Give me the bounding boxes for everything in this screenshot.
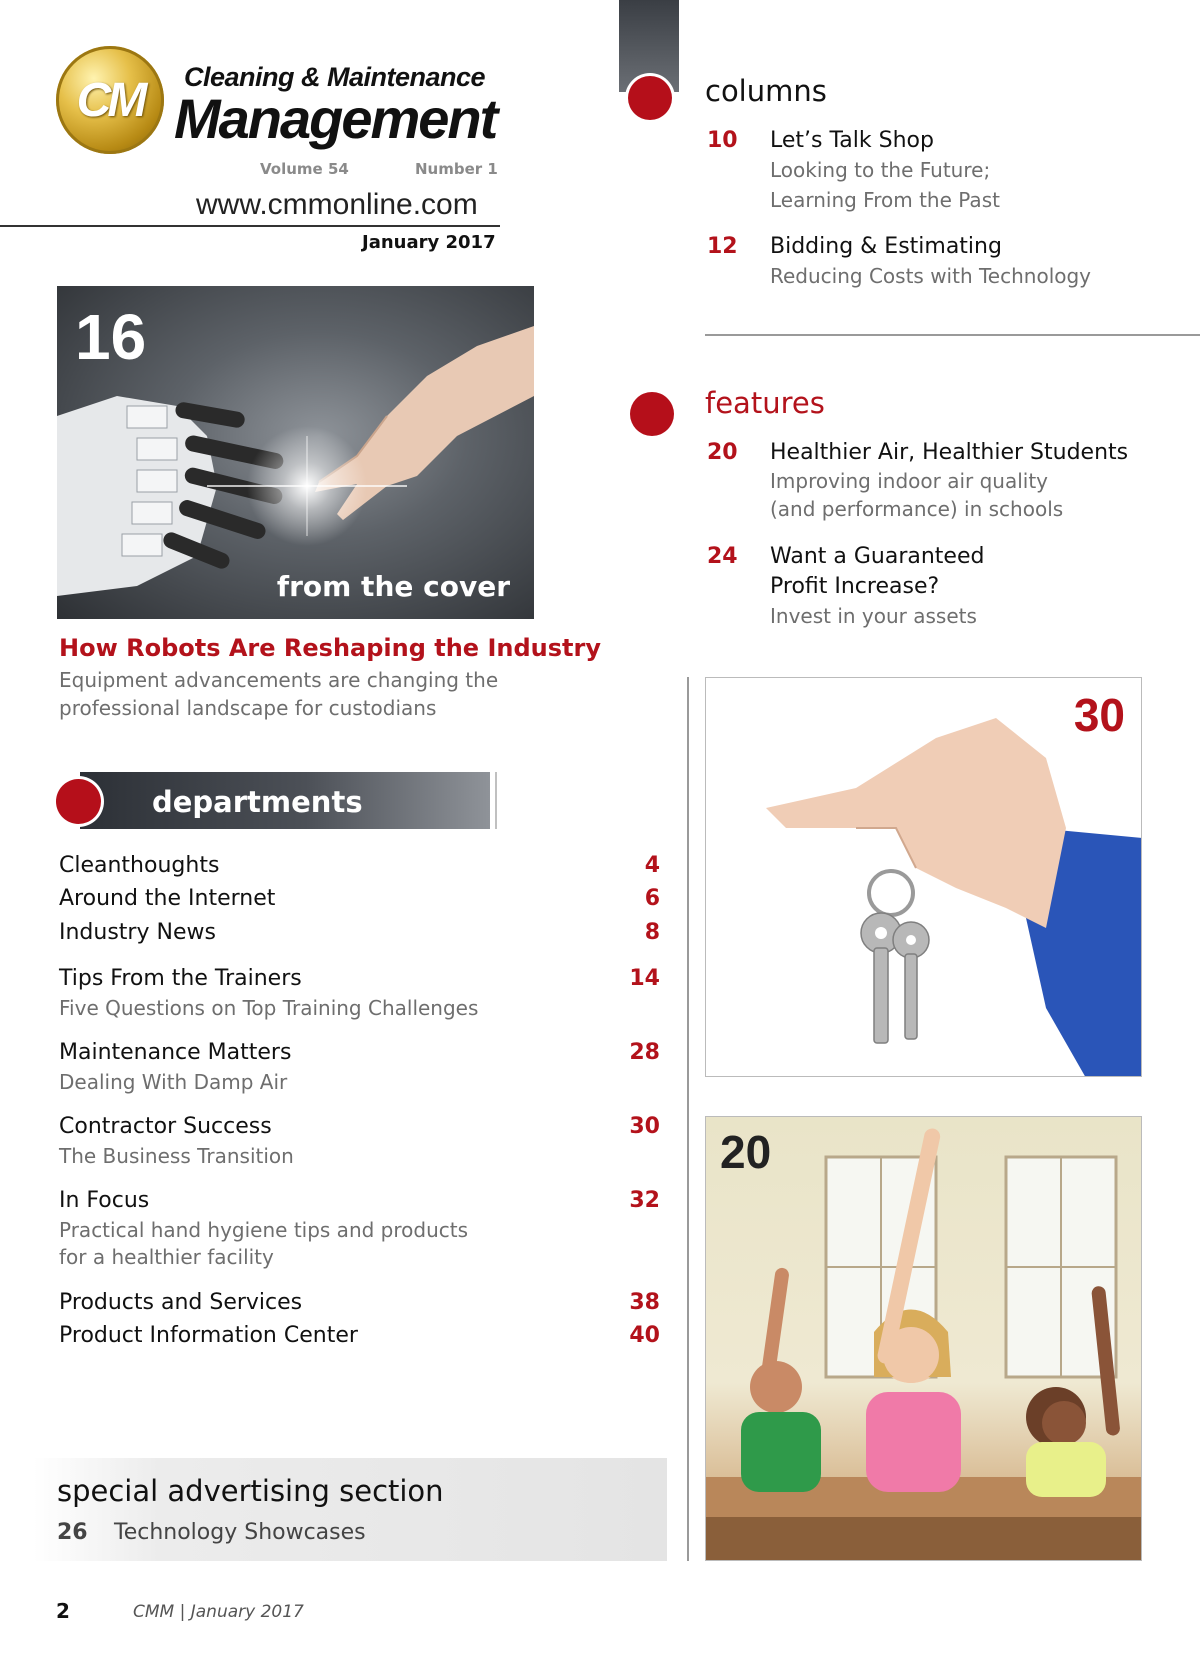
feature-item-subtitle: Improving indoor air quality (770, 469, 1049, 493)
dept-item-title[interactable]: Contractor Success (59, 1114, 272, 1139)
dept-item-title[interactable]: Product Information Center (59, 1323, 358, 1348)
dept-item-subtitle: Practical hand hygiene tips and products (59, 1218, 469, 1242)
issue-number: Number 1 (415, 160, 498, 178)
special-section-heading: special advertising section (57, 1474, 444, 1508)
masthead-rule (0, 225, 500, 227)
dept-item-page: 32 (629, 1188, 660, 1213)
volume: Volume 54 (260, 160, 349, 178)
website-link[interactable]: www.cmmonline.com (196, 188, 478, 221)
special-item-title[interactable]: Technology Showcases (114, 1520, 366, 1545)
cover-story-description: Equipment advancements are changing the professional landscape for custodians (59, 668, 499, 720)
column-item-subtitle: Reducing Costs with Technology (770, 264, 1092, 288)
dept-item-page: 8 (644, 920, 660, 945)
red-dot-icon (56, 779, 101, 824)
column-item-page: 10 (707, 128, 738, 153)
feature-item-subtitle: Invest in your assets (770, 604, 977, 628)
special-item-page: 26 (57, 1520, 88, 1545)
cover-page-number: 16 (75, 301, 147, 373)
columns-heading: columns (705, 74, 827, 108)
departments-banner-edge (495, 772, 497, 829)
red-dot-icon (630, 392, 674, 436)
classroom-photo[interactable] (705, 1116, 1142, 1561)
dept-item-subtitle: for a healthier facility (59, 1245, 274, 1269)
cm-logo-badge (56, 46, 164, 154)
dept-item-page: 38 (629, 1290, 660, 1315)
dept-item-page: 14 (629, 966, 660, 991)
dept-item-page: 40 (629, 1323, 660, 1348)
departments-heading: departments (152, 785, 363, 819)
dept-item-title[interactable]: Cleanthoughts (59, 853, 220, 878)
cover-image[interactable] (57, 286, 534, 619)
keys-photo-page-number: 30 (1073, 689, 1125, 741)
red-dot-icon (628, 76, 672, 120)
folio-page-number: 2 (56, 1599, 70, 1623)
columns-divider (705, 334, 1200, 336)
dept-item-subtitle: Dealing With Damp Air (59, 1070, 288, 1094)
issue-date: January 2017 (362, 232, 496, 253)
dept-item-title[interactable]: Industry News (59, 920, 216, 945)
dept-item-title[interactable]: Products and Services (59, 1290, 303, 1315)
dept-item-subtitle: The Business Transition (59, 1144, 294, 1168)
students-raising-hands-illustration (706, 1117, 1142, 1561)
feature-item-subtitle: (and performance) in schools (770, 497, 1064, 521)
feature-item-page: 20 (707, 440, 738, 465)
column-item-title[interactable]: Bidding & Estimating (770, 234, 1002, 259)
classroom-photo-page-number: 20 (720, 1126, 772, 1178)
feature-item-title[interactable]: Want a Guaranteed (770, 544, 985, 569)
dept-item-subtitle: Five Questions on Top Training Challenges (59, 996, 479, 1020)
feature-item-title[interactable]: Healthier Air, Healthier Students (770, 440, 1129, 465)
folio-text: CMM | January 2017 (133, 1602, 304, 1622)
cover-label: from the cover (276, 570, 510, 603)
features-heading: features (705, 386, 825, 420)
dept-item-title[interactable]: Maintenance Matters (59, 1040, 292, 1065)
dept-item-title[interactable]: In Focus (59, 1188, 150, 1213)
dept-item-title[interactable]: Tips From the Trainers (59, 966, 302, 991)
column-item-title[interactable]: Let’s Talk Shop (770, 128, 934, 153)
dept-item-page: 6 (644, 886, 660, 911)
column-item-subtitle: Looking to the Future; (770, 158, 991, 182)
feature-item-page: 24 (707, 544, 738, 569)
column-item-subtitle: Learning From the Past (770, 188, 1000, 212)
dept-item-page: 28 (629, 1040, 660, 1065)
logo-mark: CM (76, 73, 144, 127)
keys-photo[interactable] (705, 677, 1142, 1077)
logo-line2: Management (174, 87, 497, 150)
dept-item-title[interactable]: Around the Internet (59, 886, 276, 911)
dept-item-page: 30 (629, 1114, 660, 1139)
column-divider-vertical (687, 677, 689, 1561)
column-item-page: 12 (707, 234, 738, 259)
logo-line1: Cleaning & Maintenance (184, 62, 486, 92)
dept-item-page: 4 (644, 853, 660, 878)
feature-item-title[interactable]: Profit Increase? (770, 574, 940, 599)
cover-story-title[interactable]: How Robots Are Reshaping the Industry (59, 634, 601, 662)
